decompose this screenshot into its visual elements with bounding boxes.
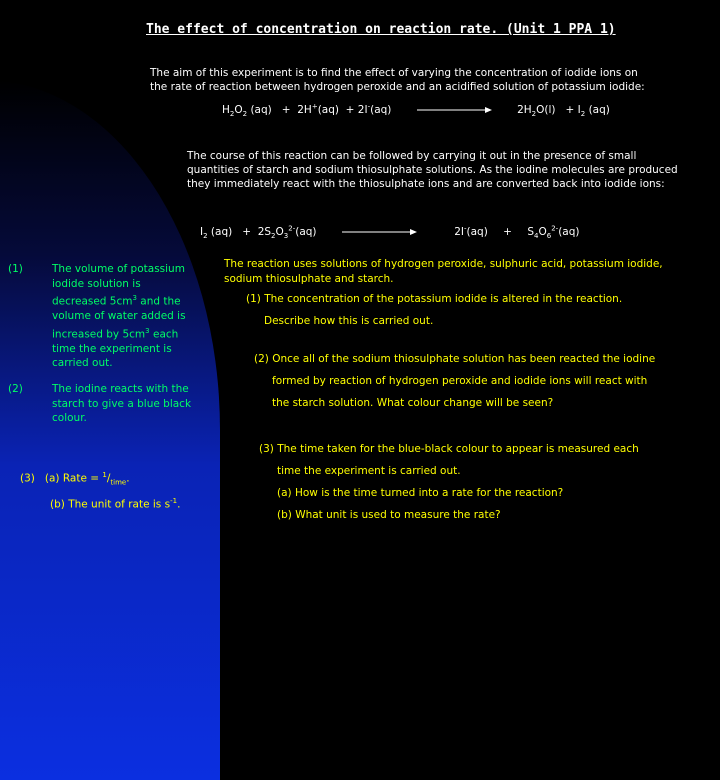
equation-2-plus: + xyxy=(503,225,512,238)
equation-2-product-1: 2I-(aq) xyxy=(454,224,488,238)
aim-text: The aim of this experiment is to find the effect of varying the concentration of iodide ions on the rate of reaction between hydrogen peroxide and an acidified solution of potassium iodide: xyxy=(150,67,645,93)
equation-1-left: $H_2O_2$ (aq) + 2H+(aq) + 2I-(aq) xyxy=(222,102,392,118)
question-3: (3) The time taken for the blue-black colour to appear is measured each time the experiment is carried out. (a) How is the time turned into a rate for the reaction? (b) What unit is used to measure the rate? xyxy=(259,443,639,521)
equation-2 xyxy=(200,221,579,243)
reaction-arrow-icon xyxy=(342,228,417,236)
answer-3b: (b) The unit of rate is $s^{-1}$. xyxy=(50,497,181,511)
answer-2: (2) The iodine reacts with the starch to give a blue black colour. xyxy=(8,383,192,424)
reaction-arrow-icon xyxy=(417,106,492,114)
course-text: The course of this reaction can be followed by carrying it out in the presence of small quantities of starch and sodium thiosulphate solutions. As the iodine molecules are produced they immediately react with the thiosulphate ions and are converted back into iodide ions: xyxy=(187,150,678,190)
answer-1-text: The volume of potassium iodide solution is decreased $5cm^3$ and the volume of water added is increased by $5cm^3$ each time the experiment is carried out. xyxy=(52,263,186,369)
equation-1-right: $2H_2O(l) + I_2$ (aq) xyxy=(517,103,610,118)
equation-1 xyxy=(222,99,610,121)
equation-2-left: $I_2$ $(aq) + 2S_2O_3^{2-}(aq)$ xyxy=(200,224,317,240)
equation-2-product-2: $S_4O_6^{2-}(aq)$ xyxy=(527,224,580,240)
answer-1: (1) The volume of potassium iodide solution is decreased $5cm^3$ and the volume of water added is increased by $5cm^3$ each time the experiment is carried out. xyxy=(8,262,198,372)
page-title: The effect of concentration on reaction rate. (Unit 1 PPA 1) xyxy=(146,22,616,37)
question-1: (1) The concentration of the potassium iodide is altered in the reaction. Describe how this is carried out. xyxy=(246,293,623,327)
uses-text: The reaction uses solutions of hydrogen peroxide, sulphuric acid, potassium iodide, sodium thiosulphate and starch. xyxy=(224,258,663,285)
question-2: (2) Once all of the sodium thiosulphate solution has been reacted the iodine formed by reaction of hydrogen peroxide and iodide ions will react with the starch solution. What colour change will be seen? xyxy=(254,353,656,409)
answer-3a: (3) (a) Rate = $^1/_{time}$. xyxy=(20,471,130,487)
